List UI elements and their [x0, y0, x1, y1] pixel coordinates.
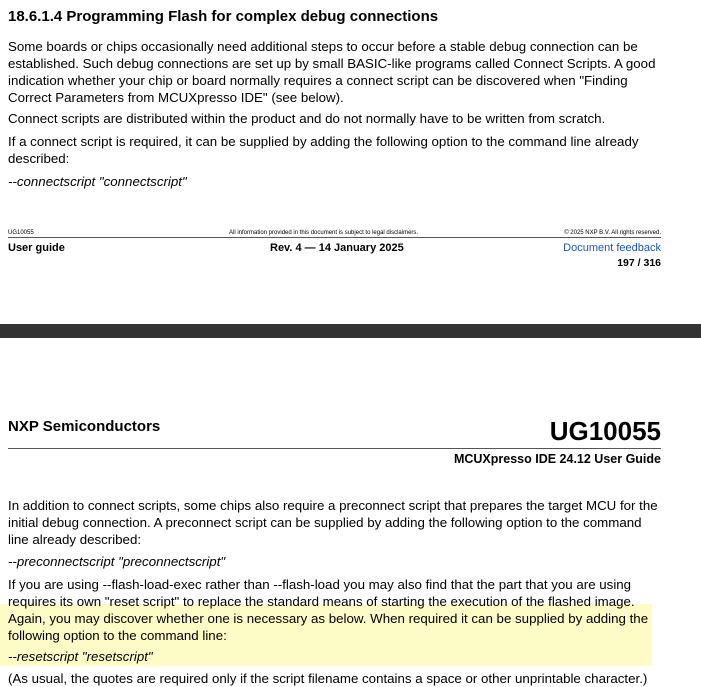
- paragraph-connect-distributed: Connect scripts are distributed within the product and do not normally have to be written from scratch.: [8, 111, 606, 126]
- text-line: initial debug connection. A preconnect script can be supplied by adding the following option to the command: [8, 515, 642, 530]
- text-line: Some boards or chips occasionally need additional steps to occur before a stable debug connection can be: [8, 39, 638, 54]
- paragraph-preconnect: [8, 497, 668, 548]
- text-line: indication whether your chip or board normally requires a connect script can be discovered when "Finding: [8, 73, 628, 88]
- paragraph-connect-intro: [8, 38, 668, 106]
- document-subtitle: MCUXpresso IDE 24.12 User Guide: [453, 452, 661, 466]
- document-id: UG10055: [549, 416, 661, 446]
- header-divider: [8, 448, 661, 449]
- paragraph-quotes-note: (As usual, the quotes are required only if the script filename contains a space or other unprintable character.): [8, 671, 648, 686]
- text-line: If a connect script is required, it can be supplied by adding the following option to the command line already: [8, 134, 639, 149]
- document-feedback-link[interactable]: Document feedback: [563, 242, 661, 254]
- text-line: requires its own "reset script" to replace the standard means of starting the execution of the flashed image.: [8, 594, 635, 609]
- paragraph-resetscript: [8, 576, 668, 644]
- text-line: If you are using --flash-load-exec rather than --flash-load you may also find that the part that you are using: [8, 577, 632, 592]
- text-line: described:: [8, 151, 70, 166]
- page-divider: [0, 324, 701, 338]
- footer-revision: Rev. 4 — 14 January 2025: [270, 242, 404, 254]
- text-line: In addition to connect scripts, some chips also require a preconnect script that prepares the target MCU for the: [8, 498, 658, 513]
- footer-doc-type: User guide: [8, 242, 65, 254]
- section-heading: 18.6.1.4 Programming Flash for complex debug connections: [8, 8, 439, 25]
- text-line: following option to the command line:: [8, 628, 227, 643]
- text-line: line already described:: [8, 532, 142, 547]
- paragraph-connect-option: [8, 133, 668, 167]
- footer-divider: [8, 237, 661, 238]
- code-resetscript: --resetscript "resetscript": [8, 649, 153, 664]
- footer-doc-id: UG10055: [8, 230, 34, 236]
- text-line: Again, you may discover whether one is necessary as below. When required it can be supplied by adding the: [8, 611, 649, 626]
- text-line: Correct Parameters from MCUXpresso IDE" (see below).: [8, 90, 344, 105]
- company-name: NXP Semiconductors: [8, 418, 161, 435]
- code-connectscript: --connectscript "connectscript": [8, 174, 187, 189]
- footer-disclaimer: All information provided in this document is subject to legal disclaimers.: [229, 230, 419, 236]
- footer-copyright: © 2025 NXP B.V. All rights reserved.: [564, 230, 661, 236]
- text-line: established. Such debug connections are set up by small BASIC-like programs called Connect Scripts. A good: [8, 56, 656, 71]
- code-preconnectscript: --preconnectscript "preconnectscript": [8, 554, 226, 569]
- page-number: 197 / 316: [617, 257, 661, 269]
